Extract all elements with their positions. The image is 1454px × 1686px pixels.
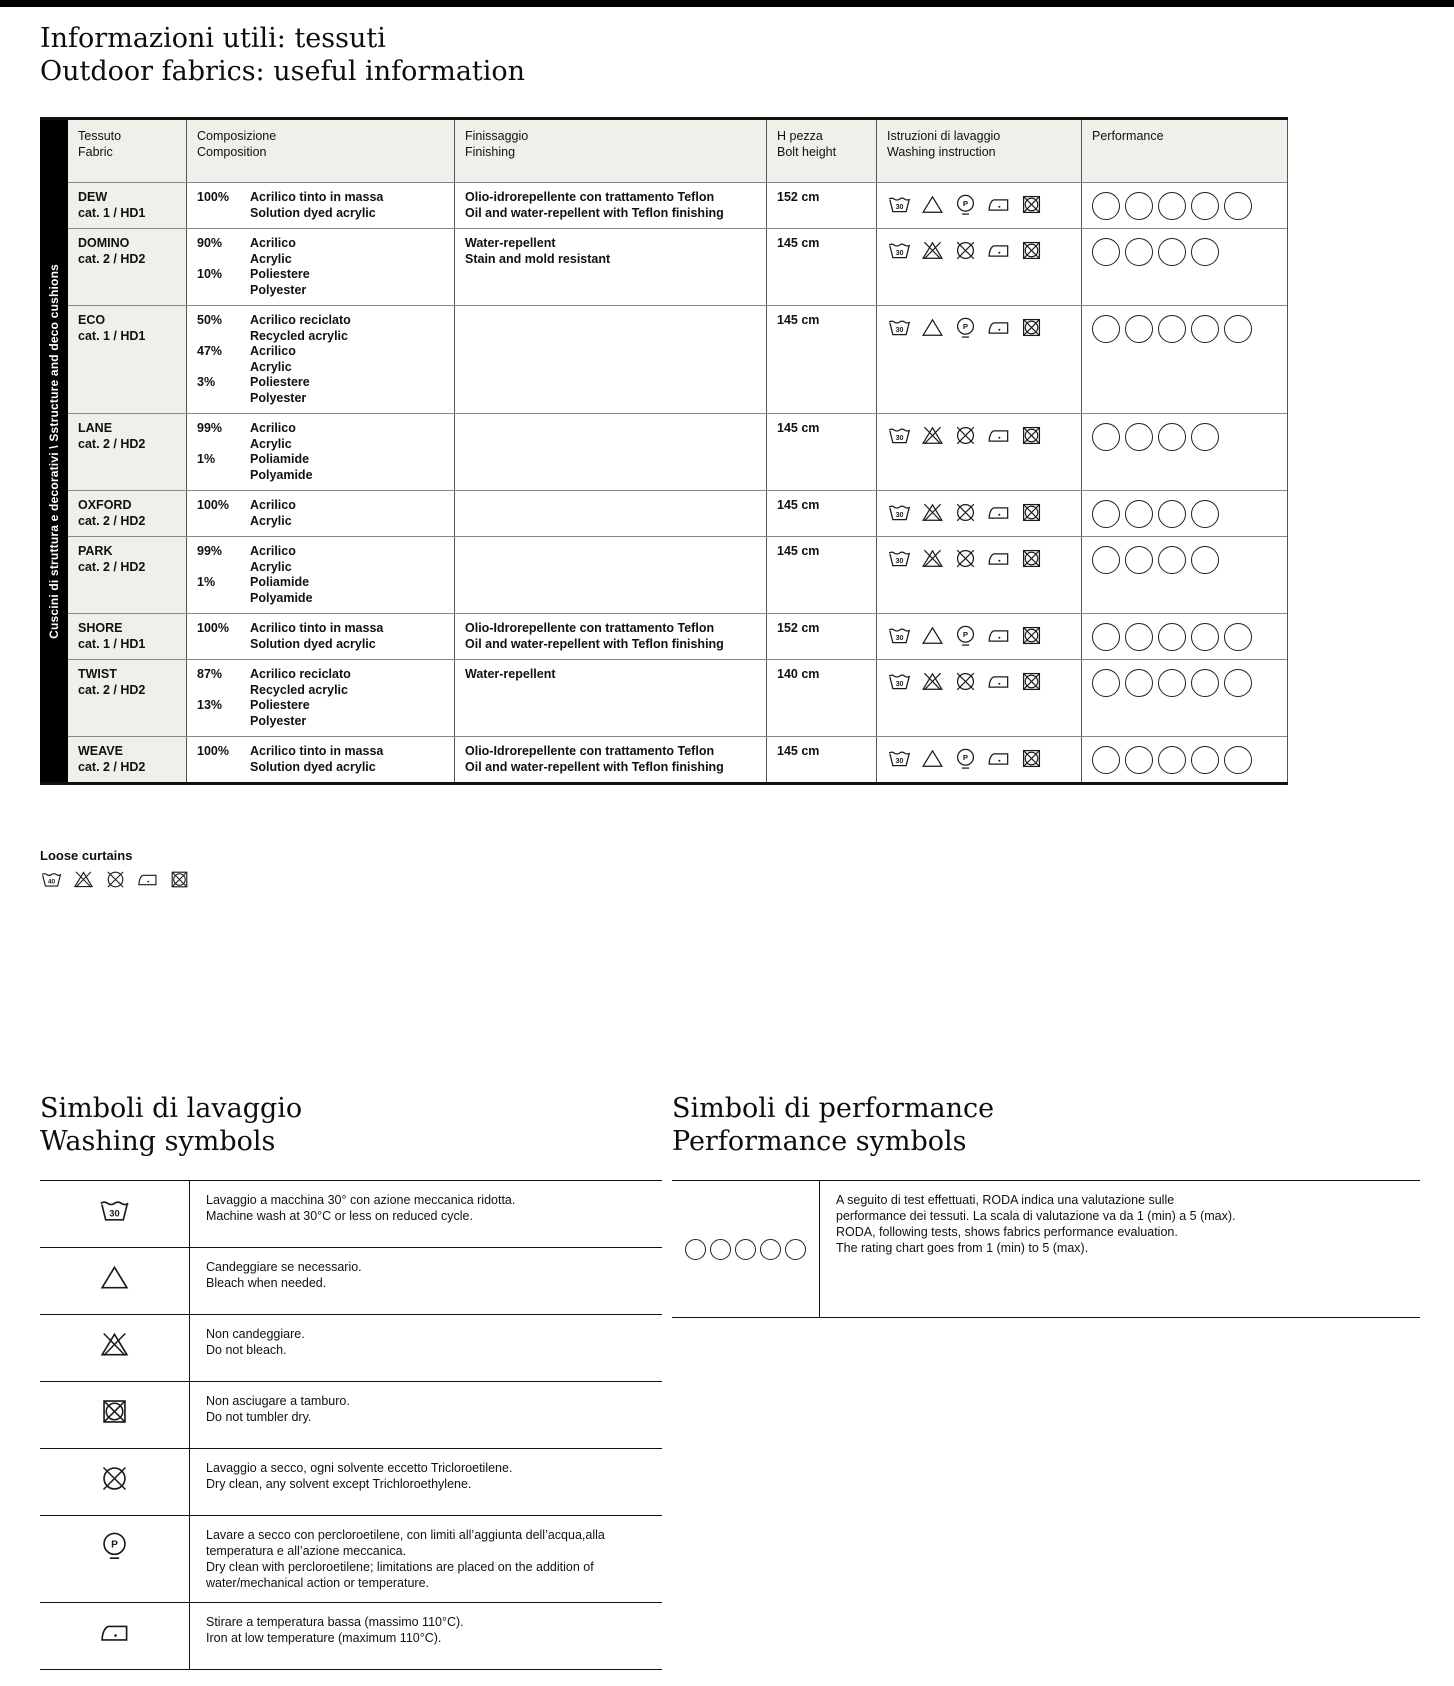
iron-low-icon	[986, 423, 1011, 448]
composition-material: Poliamide Polyamide	[250, 452, 313, 482]
fabric-name: SHORE	[78, 621, 123, 635]
composition-material: Acrilico Acrylic	[250, 236, 296, 266]
no-bleach-icon	[98, 1328, 131, 1361]
bleach-icon	[920, 192, 945, 217]
finishing-cell: Olio-Idrorepellente con trattamento Teflon Oil and water-repellent with Teflon finishing	[454, 737, 766, 782]
no-tumble-dry-icon	[1019, 192, 1044, 217]
header-washing: Istruzioni di lavaggio Washing instruction	[876, 120, 1081, 182]
bolt-height-cell: 152 cm	[766, 183, 876, 228]
performance-symbols-section	[672, 1092, 1420, 1318]
rating-circle	[1092, 423, 1120, 451]
wash-30-icon	[887, 500, 912, 525]
no-bleach-icon	[920, 500, 945, 525]
no-bleach-icon	[920, 238, 945, 263]
iron-low-icon	[986, 238, 1011, 263]
fabric-category: cat. 2 / HD2	[78, 559, 146, 574]
washing-instructions-cell	[876, 229, 1081, 305]
fabric-category: cat. 2 / HD2	[78, 251, 146, 266]
performance-symbols-table	[672, 1180, 1420, 1318]
rating-circle	[785, 1239, 806, 1260]
header-performance: Performance	[1081, 120, 1287, 182]
composition-percent: 13%	[197, 698, 223, 712]
table-header	[68, 120, 1287, 183]
rating-circle	[1224, 315, 1252, 343]
bleach-icon	[920, 746, 945, 771]
fabric-name: WEAVE	[78, 744, 123, 758]
composition-material: Acrilico Acrylic	[250, 544, 296, 574]
composition-material: Acrilico tinto in massa Solution dyed acrylic	[250, 621, 384, 651]
dry-clean-p-icon	[953, 315, 978, 340]
composition-percent: 99%	[197, 421, 223, 435]
fabric-category: cat. 2 / HD2	[78, 682, 146, 697]
bolt-height-cell: 145 cm	[766, 491, 876, 536]
composition-material: Acrilico reciclato Recycled acrylic	[250, 313, 351, 343]
bleach-icon	[98, 1261, 131, 1294]
rating-circle	[1125, 623, 1153, 651]
fabric-row	[68, 306, 1287, 414]
no-bleach-icon	[920, 546, 945, 571]
fabric-cell	[68, 491, 186, 536]
washing-symbol-description: Lavare a secco con percloroetilene, con limiti all’aggiunta dell’acqua,alla temperatura e all’azione meccanica. Dry clean with percloroetilene; limitations are placed on the addition of water/mechanical action or temperature.	[206, 1528, 605, 1590]
fabric-name: DOMINO	[78, 236, 130, 250]
rating-circle	[1191, 669, 1219, 697]
fabric-cell	[68, 229, 186, 305]
no-dry-clean-icon	[953, 500, 978, 525]
washing-symbol-row	[40, 1180, 662, 1247]
fabric-category: cat. 2 / HD2	[78, 436, 146, 451]
category-band	[40, 120, 68, 782]
rating-circle	[1158, 623, 1186, 651]
rating-circle	[1092, 623, 1120, 651]
rating-circle	[1125, 238, 1153, 266]
fabric-cell	[68, 660, 186, 736]
composition-material: Acrilico reciclato Recycled acrylic	[250, 667, 351, 697]
composition-material: Poliestere Polyester	[250, 375, 310, 405]
rating-circle	[1125, 546, 1153, 574]
top-rule	[0, 0, 1454, 7]
fabric-category: cat. 1 / HD1	[78, 205, 146, 220]
fabric-cell	[68, 537, 186, 613]
fabric-name: PARK	[78, 544, 113, 558]
no-bleach-icon	[920, 669, 945, 694]
composition-cell	[186, 183, 454, 228]
rating-circle	[1092, 746, 1120, 774]
washing-symbol-row	[40, 1314, 662, 1381]
fabric-row	[68, 537, 1287, 614]
washing-symbol-row	[40, 1515, 662, 1602]
composition-percent: 100%	[197, 498, 229, 512]
no-dry-clean-icon	[953, 423, 978, 448]
rating-circle	[1092, 546, 1120, 574]
composition-material: Acrilico tinto in massa Solution dyed acrylic	[250, 190, 384, 220]
rating-circle	[1125, 500, 1153, 528]
rating-circle	[735, 1239, 756, 1260]
page-title-en: Outdoor fabrics: useful information	[40, 56, 526, 87]
washing-symbols-table	[40, 1180, 662, 1670]
no-dry-clean-icon	[953, 669, 978, 694]
composition-material: Poliestere Polyester	[250, 267, 310, 297]
composition-material: Acrilico Acrylic	[250, 421, 296, 451]
composition-cell	[186, 306, 454, 413]
rating-circle	[1125, 669, 1153, 697]
iron-low-icon	[136, 868, 159, 891]
rating-circle	[1125, 423, 1153, 451]
bolt-height-cell: 145 cm	[766, 414, 876, 490]
no-dry-clean-icon	[953, 546, 978, 571]
finishing-cell	[454, 537, 766, 613]
composition-cell	[186, 414, 454, 490]
washing-instructions-cell	[876, 660, 1081, 736]
fabric-name: LANE	[78, 421, 113, 435]
composition-cell	[186, 660, 454, 736]
fabric-name: DEW	[78, 190, 108, 204]
washing-instructions-cell	[876, 737, 1081, 782]
rating-circle	[1224, 746, 1252, 774]
no-bleach-icon	[72, 868, 95, 891]
composition-percent: 3%	[197, 375, 216, 389]
rating-circle	[1158, 238, 1186, 266]
iron-low-icon	[986, 500, 1011, 525]
bolt-height-cell: 145 cm	[766, 737, 876, 782]
washing-instructions-cell	[876, 183, 1081, 228]
composition-percent: 1%	[197, 575, 216, 589]
rating-circle	[1191, 746, 1219, 774]
fabric-category: cat. 1 / HD1	[78, 636, 146, 651]
iron-low-icon	[986, 315, 1011, 340]
washing-instructions-cell	[876, 414, 1081, 490]
rating-circle	[1125, 746, 1153, 774]
wash-40-icon	[40, 868, 63, 891]
washing-instructions-cell	[876, 306, 1081, 413]
composition-percent: 47%	[197, 344, 223, 358]
fabric-cell	[68, 306, 186, 413]
finishing-cell: Olio-idrorepellente con trattamento Teflon Oil and water-repellent with Teflon finishing	[454, 183, 766, 228]
no-tumble-dry-icon	[1019, 546, 1044, 571]
washing-symbol-row	[40, 1381, 662, 1448]
fabric-table-main	[68, 120, 1288, 782]
fabric-row	[68, 414, 1287, 491]
fabric-table-body	[68, 183, 1287, 782]
composition-percent: 100%	[197, 744, 229, 758]
performance-cell	[1081, 414, 1287, 490]
rating-circle	[1224, 192, 1252, 220]
fabric-row	[68, 737, 1287, 782]
washing-symbol-description: Non asciugare a tamburo. Do not tumbler dry.	[206, 1394, 350, 1424]
no-tumble-dry-icon	[168, 868, 191, 891]
bolt-height-cell: 145 cm	[766, 306, 876, 413]
fabric-row	[68, 229, 1287, 306]
header-finishing: Finissaggio Finishing	[454, 120, 766, 182]
rating-circle	[1125, 192, 1153, 220]
rating-circle	[1191, 238, 1219, 266]
header-bolt-height: H pezza Bolt height	[766, 120, 876, 182]
fabric-name: OXFORD	[78, 498, 132, 512]
rating-circle	[1158, 423, 1186, 451]
rating-circle	[685, 1239, 706, 1260]
bolt-height-cell: 140 cm	[766, 660, 876, 736]
wash-30-icon	[887, 315, 912, 340]
rating-circle	[1191, 192, 1219, 220]
iron-low-icon	[986, 623, 1011, 648]
no-tumble-dry-icon	[1019, 623, 1044, 648]
composition-percent: 50%	[197, 313, 223, 327]
performance-cell	[1081, 491, 1287, 536]
washing-instructions-cell	[876, 537, 1081, 613]
rating-circle	[1092, 238, 1120, 266]
finishing-cell: Water-repellent	[454, 660, 766, 736]
composition-percent: 100%	[197, 190, 229, 204]
fabric-category: cat. 2 / HD2	[78, 513, 146, 528]
page-title	[40, 22, 525, 88]
finishing-cell	[454, 306, 766, 413]
dry-clean-p-icon	[98, 1529, 131, 1562]
rating-circle	[1158, 192, 1186, 220]
performance-cell	[1081, 229, 1287, 305]
composition-percent: 10%	[197, 267, 223, 281]
rating-circle	[1092, 315, 1120, 343]
fabric-cell	[68, 737, 186, 782]
loose-curtains-icons	[40, 868, 191, 891]
composition-percent: 1%	[197, 452, 216, 466]
iron-low-icon	[986, 546, 1011, 571]
no-dry-clean-icon	[98, 1462, 131, 1495]
washing-symbol-description: Candeggiare se necessario. Bleach when needed.	[206, 1260, 362, 1290]
performance-symbols-title: Simboli di performance Performance symbols	[672, 1093, 995, 1157]
performance-cell	[1081, 537, 1287, 613]
washing-symbol-description: Lavaggio a macchina 30° con azione meccanica ridotta. Machine wash at 30°C or less on reduced cycle.	[206, 1193, 516, 1223]
composition-percent: 87%	[197, 667, 223, 681]
fabric-cell	[68, 614, 186, 659]
no-dry-clean-icon	[953, 238, 978, 263]
wash-30-icon	[887, 746, 912, 771]
fabric-cell	[68, 414, 186, 490]
wash-30-icon	[887, 192, 912, 217]
performance-cell	[1081, 306, 1287, 413]
fabric-name: ECO	[78, 313, 106, 327]
washing-symbols-section	[40, 1092, 662, 1670]
fabric-cell	[68, 183, 186, 228]
bolt-height-cell: 152 cm	[766, 614, 876, 659]
wash-30-icon	[887, 546, 912, 571]
bleach-icon	[920, 315, 945, 340]
wash-30-icon	[887, 623, 912, 648]
fabric-row	[68, 183, 1287, 229]
no-tumble-dry-icon	[1019, 423, 1044, 448]
bolt-height-cell: 145 cm	[766, 229, 876, 305]
washing-symbol-row	[40, 1602, 662, 1669]
washing-symbol-description: Non candeggiare. Do not bleach.	[206, 1327, 305, 1357]
no-tumble-dry-icon	[1019, 315, 1044, 340]
composition-material: Acrilico tinto in massa Solution dyed acrylic	[250, 744, 384, 774]
page-title-it: Informazioni utili: tessuti	[40, 23, 386, 54]
washing-symbol-description: Stirare a temperatura bassa (massimo 110°C). Iron at low temperature (maximum 110°C).	[206, 1615, 464, 1645]
iron-low-icon	[986, 192, 1011, 217]
no-tumble-dry-icon	[1019, 669, 1044, 694]
composition-cell	[186, 737, 454, 782]
washing-instructions-cell	[876, 491, 1081, 536]
fabric-category: cat. 1 / HD1	[78, 328, 146, 343]
finishing-cell: Olio-Idrorepellente con trattamento Teflon Oil and water-repellent with Teflon finishing	[454, 614, 766, 659]
wash-30-icon	[98, 1194, 131, 1227]
bleach-icon	[920, 623, 945, 648]
washing-instructions-cell	[876, 614, 1081, 659]
rating-circle	[1158, 315, 1186, 343]
rating-circle	[1191, 546, 1219, 574]
rating-circle	[1158, 669, 1186, 697]
performance-cell	[1081, 614, 1287, 659]
header-composition: Composizione Composition	[186, 120, 454, 182]
composition-percent: 100%	[197, 621, 229, 635]
header-fabric: Tessuto Fabric	[78, 129, 122, 159]
dry-clean-p-icon	[953, 623, 978, 648]
performance-cell	[1081, 660, 1287, 736]
rating-circle	[760, 1239, 781, 1260]
rating-circle	[710, 1239, 731, 1260]
category-band-label: Cuscini di struttura e decorativi \ Sstructure and deco cushions	[47, 263, 61, 639]
rating-circle	[1158, 746, 1186, 774]
wash-30-icon	[887, 238, 912, 263]
fabric-table	[40, 117, 1288, 785]
iron-low-icon	[986, 669, 1011, 694]
bolt-height-cell: 145 cm	[766, 537, 876, 613]
no-dry-clean-icon	[104, 868, 127, 891]
composition-material: Acrilico Acrylic	[250, 344, 296, 374]
composition-material: Acrilico Acrylic	[250, 498, 296, 528]
finishing-cell	[454, 491, 766, 536]
no-tumble-dry-icon	[1019, 238, 1044, 263]
composition-cell	[186, 491, 454, 536]
iron-low-icon	[986, 746, 1011, 771]
performance-description: A seguito di test effettuati, RODA indica una valutazione sulle performance dei tessuti. La scala di valutazione va da 1 (min) a 5 (max). RODA, following tests, shows fabrics performance evaluation. The rating chart goes from 1 (min) to 5 (max).	[836, 1193, 1236, 1255]
rating-circle	[1125, 315, 1153, 343]
no-tumble-dry-icon	[1019, 746, 1044, 771]
loose-curtains-label: Loose curtains	[40, 848, 133, 863]
no-bleach-icon	[920, 423, 945, 448]
dry-clean-p-icon	[953, 746, 978, 771]
performance-cell	[1081, 183, 1287, 228]
finishing-cell	[454, 414, 766, 490]
performance-rating-legend	[672, 1181, 820, 1317]
washing-symbol-row	[40, 1247, 662, 1314]
composition-material: Poliestere Polyester	[250, 698, 310, 728]
finishing-cell: Water-repellent Stain and mold resistant	[454, 229, 766, 305]
rating-circle	[1158, 546, 1186, 574]
rating-circle	[1191, 315, 1219, 343]
rating-circle	[1092, 669, 1120, 697]
rating-circle	[1191, 623, 1219, 651]
rating-circle	[1158, 500, 1186, 528]
rating-circle	[1224, 669, 1252, 697]
rating-circle	[1191, 500, 1219, 528]
performance-cell	[1081, 737, 1287, 782]
composition-cell	[186, 229, 454, 305]
composition-cell	[186, 614, 454, 659]
wash-30-icon	[887, 423, 912, 448]
washing-symbol-row	[40, 1448, 662, 1515]
rating-circle	[1092, 192, 1120, 220]
wash-30-icon	[887, 669, 912, 694]
loose-curtains	[40, 848, 191, 891]
no-tumble-dry-icon	[98, 1395, 131, 1428]
fabric-category: cat. 2 / HD2	[78, 759, 146, 774]
washing-symbol-description: Lavaggio a secco, ogni solvente eccetto Tricloroetilene. Dry clean, any solvent except Trichloroethylene.	[206, 1461, 513, 1491]
no-tumble-dry-icon	[1019, 500, 1044, 525]
composition-cell	[186, 537, 454, 613]
iron-low-icon	[98, 1616, 131, 1649]
fabric-row	[68, 660, 1287, 737]
rating-circle	[1224, 623, 1252, 651]
rating-circle	[1092, 500, 1120, 528]
dry-clean-p-icon	[953, 192, 978, 217]
composition-percent: 90%	[197, 236, 223, 250]
composition-material: Poliamide Polyamide	[250, 575, 313, 605]
washing-symbols-title: Simboli di lavaggio Washing symbols	[40, 1093, 303, 1157]
rating-circle	[1191, 423, 1219, 451]
fabric-name: TWIST	[78, 667, 117, 681]
fabric-row	[68, 614, 1287, 660]
composition-percent: 99%	[197, 544, 223, 558]
fabric-row	[68, 491, 1287, 537]
